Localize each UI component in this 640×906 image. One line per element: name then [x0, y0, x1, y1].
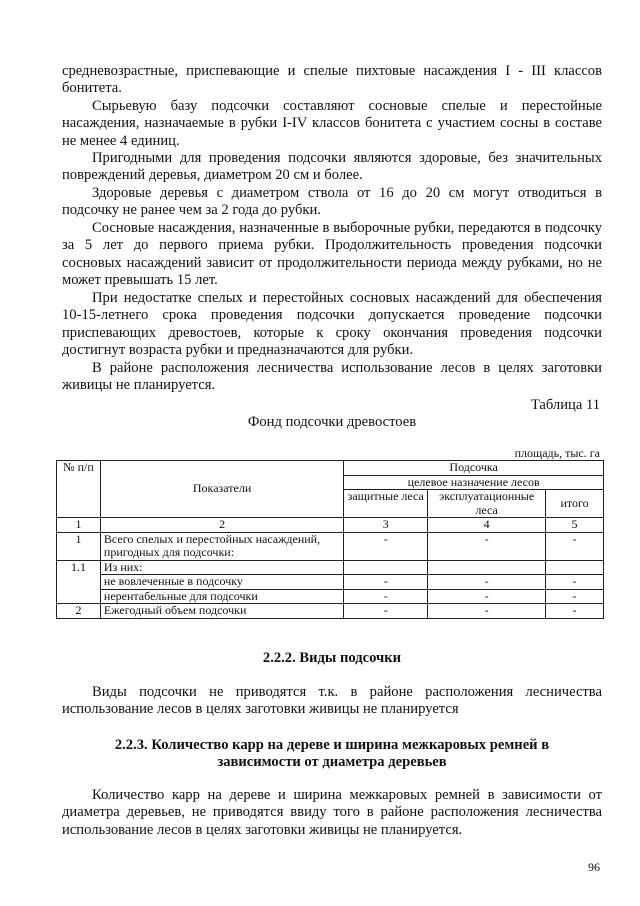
- section-heading-2-2-2: 2.2.2. Виды подсочки: [262, 650, 402, 666]
- cell-exploitation: -: [428, 532, 546, 560]
- cell-protective: -: [344, 589, 428, 604]
- header-exploitation: эксплуатационные леса: [428, 490, 546, 518]
- paragraph-5: Сосновые насаждения, назначенные в выборочные рубки, передаются в подсочку за 5 лет до первого приема рубки. Продолжительность проведения подсочки сосновых насаждений зависит от продолжительности периода между рубками, но не может превышать 15 лет.: [62, 220, 602, 288]
- table-title: Фонд подсочки древостоев: [247, 414, 417, 430]
- row-num: 1: [57, 532, 101, 560]
- col-number: 4: [428, 518, 546, 533]
- header-tapping: Подсочка: [344, 461, 604, 476]
- page-number: 96: [588, 860, 600, 874]
- row-label: не вовлеченные в подсочку: [100, 575, 343, 590]
- cell-total: -: [546, 589, 604, 604]
- row-label: Всего спелых и перестойных насаждений, пригодных для подсочки:: [100, 532, 343, 560]
- fund-table: [56, 460, 604, 619]
- cell-total: -: [546, 604, 604, 619]
- header-num: № п/п: [57, 461, 101, 518]
- cell-exploitation: [428, 560, 546, 575]
- row-label: нерентабельные для подсочки: [100, 589, 343, 604]
- paragraph-1: средневозрастные, приспевающие и спелые пихтовые насаждения I - III классов бонитета.: [62, 63, 602, 97]
- row-label: Из них:: [100, 560, 343, 575]
- cell-exploitation: -: [428, 575, 546, 590]
- section-2-2-2-text: Виды подсочки не приводятся т.к. в районе расположения лесничества использование лесов в целях заготовки живицы не планируется: [62, 684, 602, 718]
- section-heading-2-2-3-line2: зависимости от диаметра деревьев: [217, 754, 447, 770]
- header-total: итого: [546, 490, 604, 518]
- section-heading-2-2-3-line1: 2.2.3. Количество карр на дереве и ширина межкаровых ремней в: [114, 737, 550, 753]
- table-row: [57, 560, 604, 575]
- col-number: 2: [100, 518, 343, 533]
- cell-protective: -: [344, 575, 428, 590]
- cell-total: -: [546, 532, 604, 560]
- cell-protective: -: [344, 604, 428, 619]
- cell-total: [546, 560, 604, 575]
- row-label: Ежегодный объем подсочки: [100, 604, 343, 619]
- col-number: 5: [546, 518, 604, 533]
- table-unit: площадь, тыс. га: [514, 446, 600, 460]
- col-number: 1: [57, 518, 101, 533]
- paragraph-4: Здоровые деревья с диаметром ствола от 16 до 20 см могут отводиться в подсочку не ранее чем за 2 года до рубки.: [62, 185, 602, 219]
- header-purpose: целевое назначение лесов: [344, 475, 604, 490]
- table-row: [57, 589, 604, 604]
- paragraph-3: Пригодными для проведения подсочки являются здоровые, без значительных повреждений деревья, диаметром 20 см и более.: [62, 150, 602, 184]
- row-num: 1.1: [57, 560, 101, 604]
- cell-exploitation: -: [428, 604, 546, 619]
- col-number: 3: [344, 518, 428, 533]
- cell-protective: [344, 560, 428, 575]
- paragraph-2: Сырьевую базу подсочки составляют сосновые спелые и перестойные насаждения, назначаемые в рубки I-IV классов бонитета с участием сосны в составе не менее 4 единиц.: [62, 98, 602, 149]
- cell-protective: -: [344, 532, 428, 560]
- table-row: [57, 575, 604, 590]
- cell-total: -: [546, 575, 604, 590]
- section-2-2-3-text: Количество карр на дереве и ширина межкаровых ремней в зависимости от диаметра деревьев, не приводятся ввиду того в районе расположения лесничества использование лесов в целях заготовки живицы не планируется.: [62, 787, 602, 838]
- cell-exploitation: -: [428, 589, 546, 604]
- header-indicators: Показатели: [100, 461, 343, 518]
- paragraph-7: В районе расположения лесничества использование лесов в целях заготовки живицы не планируется.: [62, 360, 602, 394]
- paragraph-6: При недостатке спелых и перестойных сосновых насаждений для обеспечения 10-15-летнего срока проведения подсочки допускается проведение подсочки приспевающих древостоев, которые к сроку окончания проведения подсочки достигнут возраста рубки и предназначаются для рубки.: [62, 290, 602, 358]
- table-row: [57, 532, 604, 560]
- row-num: 2: [57, 604, 101, 619]
- table-label: Таблица 11: [530, 397, 600, 413]
- table-row: [57, 604, 604, 619]
- header-protective: защитные леса: [344, 490, 428, 518]
